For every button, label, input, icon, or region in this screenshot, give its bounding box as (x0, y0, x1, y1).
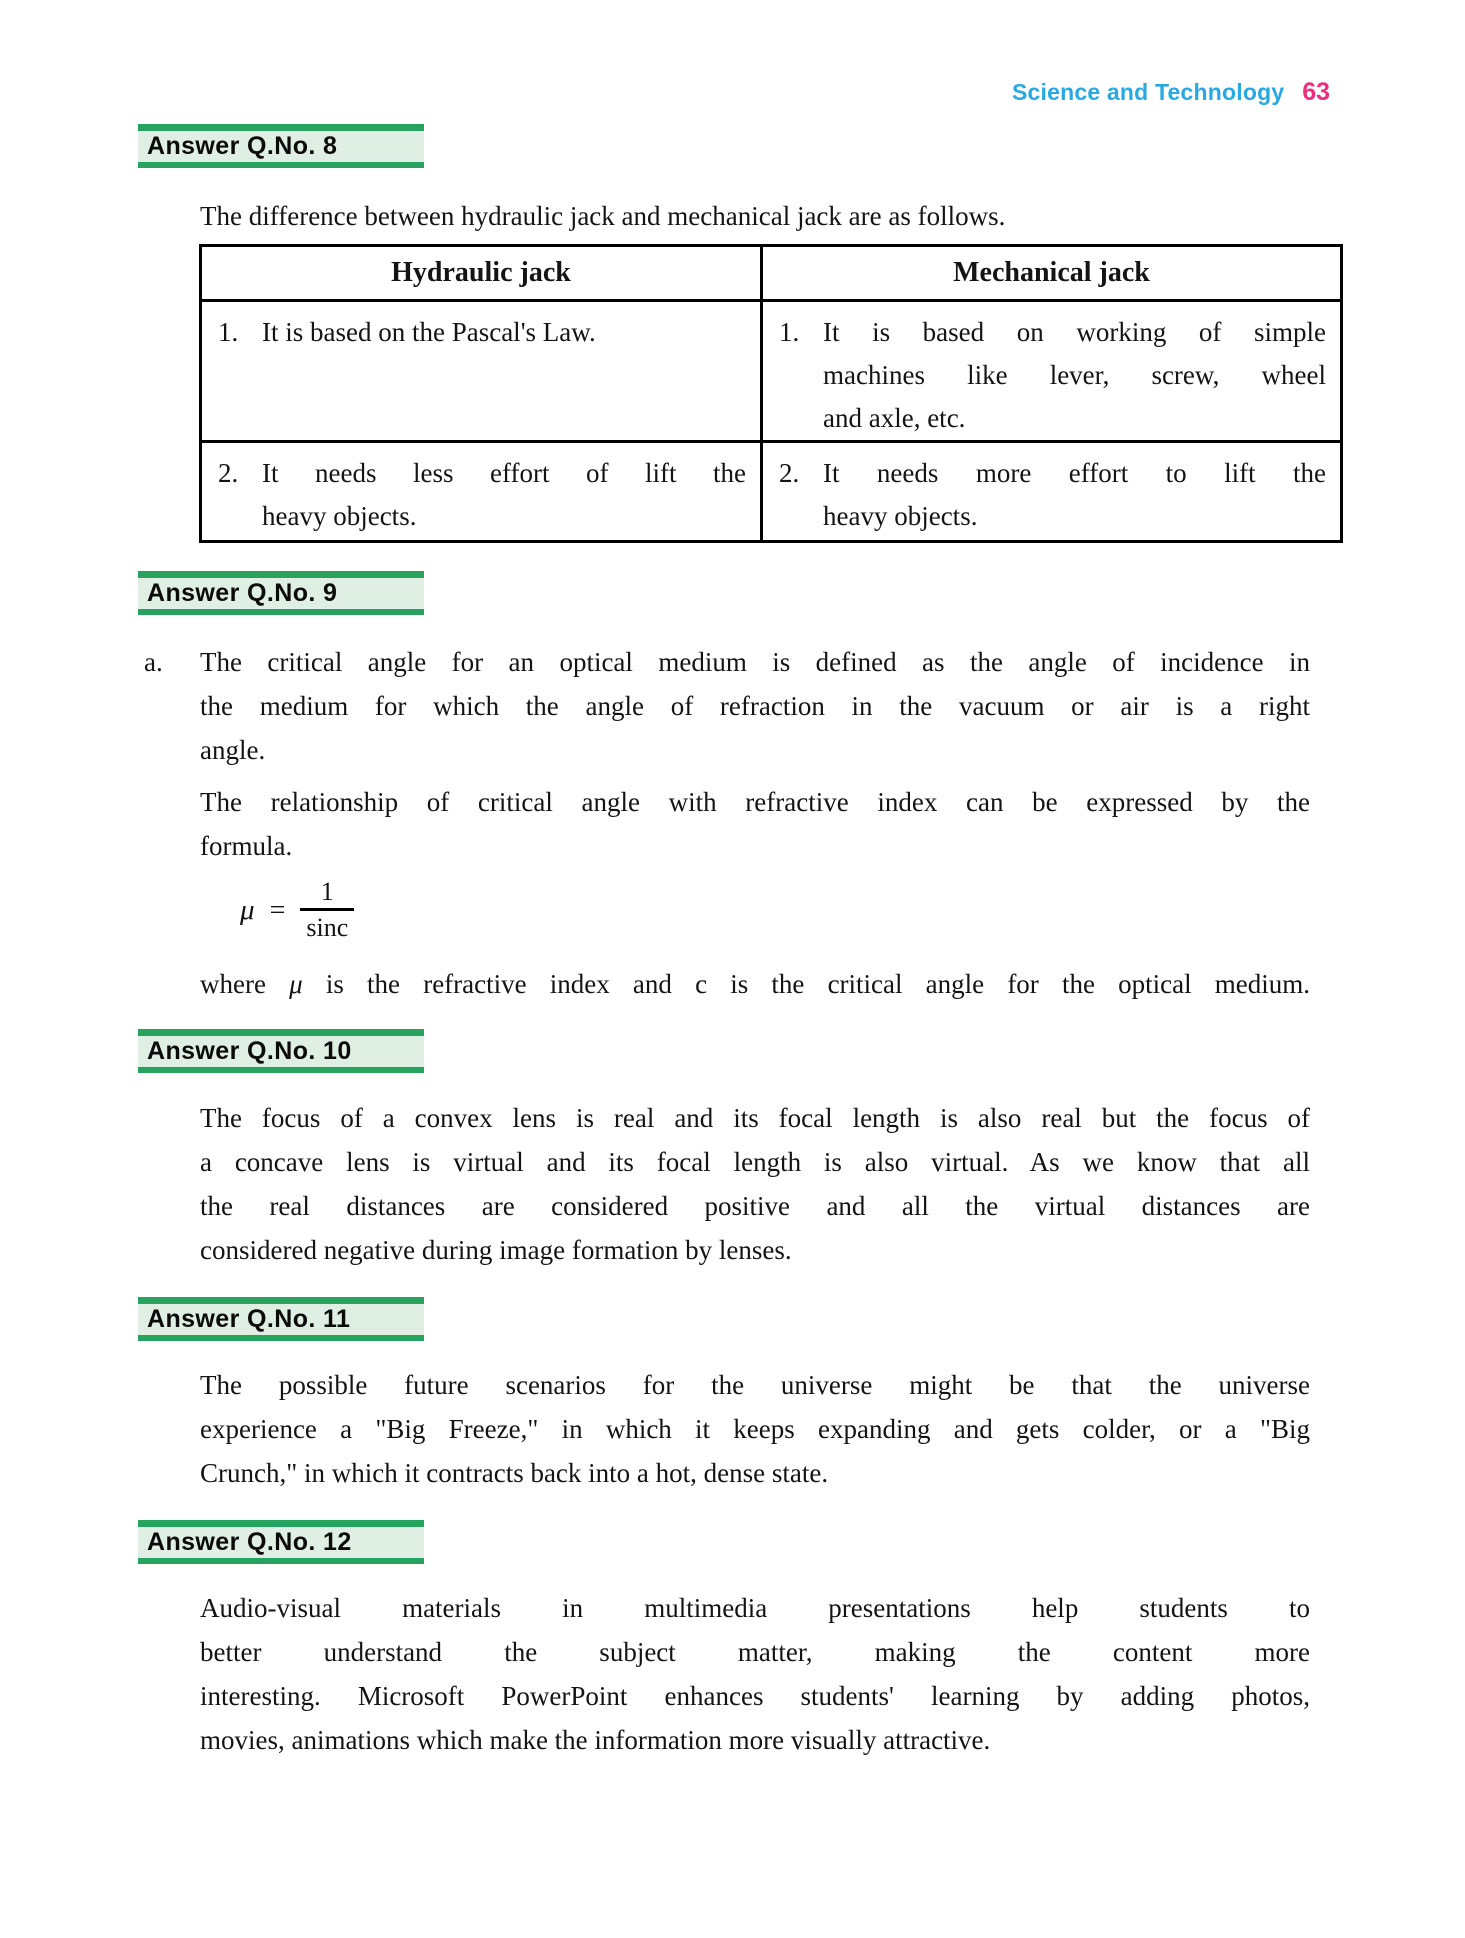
answer-11-paragraph (200, 1363, 1310, 1495)
fraction (300, 876, 354, 945)
text-line: heavy objects. (823, 501, 978, 531)
page-number: 63 (1302, 78, 1330, 106)
text-line: Crunch," in which it contracts back into a hot, dense state. (200, 1458, 829, 1488)
text-line: the real distances are considered positive and all the virtual distances are (200, 1191, 1310, 1221)
list-number: 1. (779, 317, 800, 347)
text-line: Audio-visual materials in multimedia presentations help students to (200, 1593, 1310, 1623)
text-line: considered negative during image formation by lenses. (200, 1235, 792, 1265)
text-line: It is based on the Pascal's Law. (262, 317, 596, 347)
text-line: experience a "Big Freeze," in which it keeps expanding and gets colder, or a "Big (200, 1414, 1310, 1444)
answer-10-paragraph (200, 1096, 1310, 1272)
page-header (1012, 78, 1330, 107)
text-line: better understand the subject matter, making the content more (200, 1637, 1310, 1667)
answer-8-intro (200, 194, 1310, 238)
answer-12-label: Answer Q.No. 12 (138, 1520, 424, 1564)
note-suffix: is the refractive index and c is the critical angle for the optical medium. (302, 969, 1311, 999)
text-line: The possible future scenarios for the universe might be that the universe (200, 1370, 1310, 1400)
text-line: the medium for which the angle of refraction in the vacuum or air is a right (200, 691, 1310, 721)
table-header-hydraulic-jack: Hydraulic jack (201, 246, 762, 301)
comparison-table (199, 244, 1343, 543)
text-line: a concave lens is virtual and its focal length is also virtual. As we know that all (200, 1147, 1310, 1177)
text-line: formula. (200, 831, 293, 861)
refractive-index-formula (240, 876, 354, 945)
fraction-denominator: sinc (300, 908, 354, 945)
table-header-mechanical-jack: Mechanical jack (762, 246, 1342, 301)
table-row (201, 442, 1342, 542)
list-number: 2. (218, 458, 239, 488)
list-number: 2. (779, 458, 800, 488)
answer-10-label: Answer Q.No. 10 (138, 1029, 424, 1073)
text-line: It needs more effort to lift the (823, 458, 1326, 488)
table-cell-hydraulic-2 (201, 442, 762, 542)
equals-sign: = (269, 894, 286, 926)
text-line: The difference between hydraulic jack and mechanical jack are as follows. (200, 201, 1006, 231)
fraction-numerator: 1 (320, 877, 334, 906)
text-line: interesting. Microsoft PowerPoint enhances students' learning by adding photos, (200, 1681, 1310, 1711)
text-line: movies, animations which make the information more visually attractive. (200, 1725, 991, 1755)
mu-symbol: μ (289, 969, 303, 999)
list-number: 1. (218, 317, 239, 347)
table-row (201, 301, 1342, 442)
item-marker-a: a. (144, 647, 163, 677)
answer-9-note (200, 962, 1310, 1006)
answer-9-paragraph-1 (200, 640, 1310, 772)
text-line: The critical angle for an optical medium is defined as the angle of incidence in (200, 647, 1310, 677)
chapter-title: Science and Technology (1012, 79, 1285, 105)
answer-9-paragraph-2 (200, 780, 1310, 868)
answer-12-paragraph (200, 1586, 1310, 1762)
text-line: machines like lever, screw, wheel (823, 360, 1326, 390)
text-line: heavy objects. (262, 501, 417, 531)
text-line: The relationship of critical angle with refractive index can be expressed by the (200, 787, 1310, 817)
table-cell-mechanical-1 (762, 301, 1342, 442)
answer-11-label: Answer Q.No. 11 (138, 1297, 424, 1341)
table-header-row (201, 246, 1342, 301)
answer-9-label: Answer Q.No. 9 (138, 571, 424, 615)
text-line: angle. (200, 735, 266, 765)
table-cell-mechanical-2 (762, 442, 1342, 542)
note-prefix: where (200, 969, 290, 999)
text-line: and axle, etc. (823, 403, 966, 433)
answer-8-label: Answer Q.No. 8 (138, 124, 424, 168)
text-line: It is based on working of simple (823, 317, 1326, 347)
text-line (200, 962, 1310, 1006)
text-line: The focus of a convex lens is real and its focal length is also real but the focus of (200, 1103, 1310, 1133)
table-cell-hydraulic-1 (201, 301, 762, 442)
text-line: It needs less effort of lift the (262, 458, 746, 488)
mu-symbol: μ (240, 894, 255, 926)
